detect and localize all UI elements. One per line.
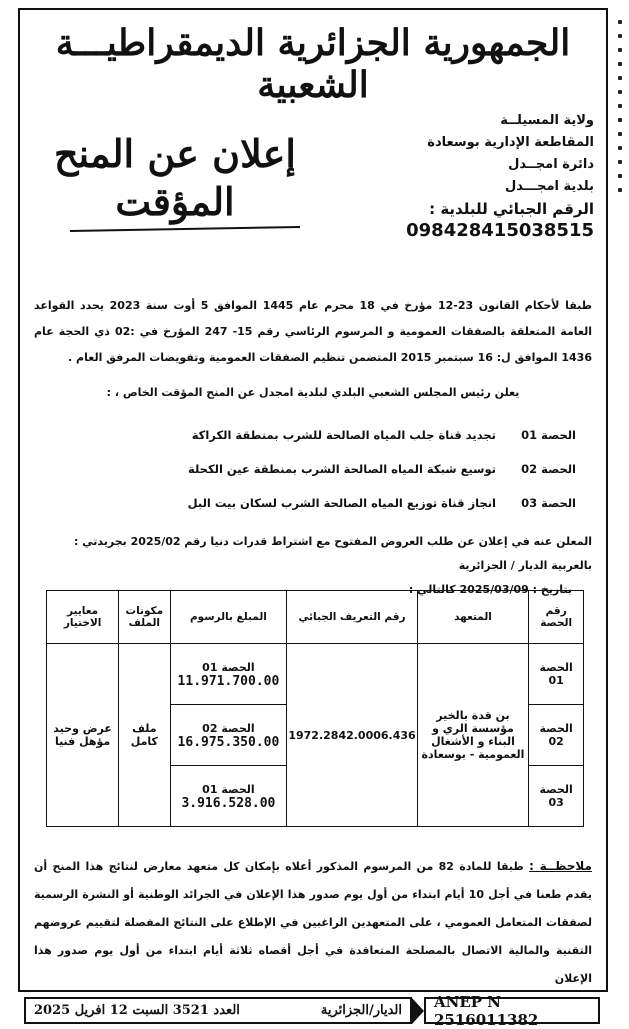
amount-lot: الحصة 01: [202, 783, 255, 796]
adjacent-column-fragment: [614, 10, 629, 250]
amount-cell: [170, 644, 287, 705]
lot-text: انجاز قناة توزيع المياه الصالحة الشرب لسكان بيت البل: [187, 496, 496, 510]
lot-text: تجديد قناة جلب المياه الصالحة للشرب بمنطقة الكراكة: [191, 428, 496, 442]
amount-cell: [170, 766, 287, 827]
list-item: [50, 418, 576, 452]
issue-info: العدد 3521 السبت 12 افريل 2025: [34, 1003, 240, 1018]
lot-cell: الحصة 01: [529, 644, 584, 705]
col-amount: المبلغ بالرسوم: [170, 591, 287, 644]
announce-line: يعلن رئيس المجلس الشعبي البلدي لبلدية امجدل عن المنح المؤقت الخاص ، :: [106, 386, 520, 399]
tax-id-cell: 1972.2842.0006.436: [287, 644, 417, 827]
amount-cell: [170, 705, 287, 766]
list-item: [50, 452, 576, 486]
announcement-heading: [40, 130, 310, 230]
tax-label: الرقم الجبائي للبلدية :: [429, 200, 594, 218]
issuer-header: [294, 110, 594, 242]
district-line: المقاطعة الإدارية بوسعادة: [427, 135, 594, 150]
col-tax-id: رقم التعريف الجبائي: [287, 591, 417, 644]
award-table: [46, 590, 584, 827]
announcement-frame: [18, 8, 608, 992]
legal-preamble: طبقا لأحكام القانون 23-12 مؤرخ في 18 محرم عام 1445 الموافق 5 أوت سنة 2023 يحدد القواعد العامة المتعلقة بالصفقات العمومية و المرسوم الرئاسي رقم 15- 247 المؤرخ في :02 ذي الحجة عام 1436 الموافق ل: 16 سبتمبر 2015 المتضمن تنظيم الصفقات العمومية وتفويضات المرفق العام .: [34, 299, 592, 364]
anep-number: ANEP N 2516011382: [434, 992, 539, 1029]
list-item: [50, 486, 576, 520]
republic-title: الجمهورية الجزائرية الديمقراطيـــة الشعبية: [55, 22, 571, 106]
lot-cell: الحصة 03: [529, 766, 584, 827]
wilaya-line: ولاية المسيلــة: [500, 113, 594, 128]
note-text: طبقا للمادة 82 من المرسوم المذكور أعلاه بإمكان كل متعهد معارض لنتائج هذا المنح أن يقدم طعنا في أجل 10 أيام ابتداء من أول يوم صدور هذا الإعلان في الجرائد الوطنية أو النشرة الرسمية لصفقات المتعامل العمومي ، على المتعهدين الراغبين في الإطلاع على النتائج المفصلة لتقييم عروضهم التقنية والمالية الاتصال بالمصلحة المتعاقدة في أجل أقصاه ثلاثة أيام ابتداء من أول يوم صدور هذا الإعلان: [34, 860, 592, 985]
col-lot: رقم الحصة: [529, 591, 584, 644]
call-line-1: المعلن عنه في إعلان عن طلب العروض المفتوح مع اشتراط قدرات دنيا رقم 2025/02 بجريدتي : بالعربية الديار / الجزائرية: [73, 535, 592, 572]
newspaper-name: الديار/الجزائرية: [320, 1003, 402, 1018]
col-file: مكونات الملف: [119, 591, 170, 644]
table-header-row: [47, 591, 584, 644]
bidder-cell: بن قدة بالخير مؤسسة الري و البناء و الأشغال العمومية - بوسعادة: [417, 644, 529, 827]
criteria-cell: عرض وحيد مؤهل فنيا: [47, 644, 119, 827]
footer-bar: [24, 992, 600, 1029]
amount-lot: الحصة 02: [202, 722, 255, 735]
amount-value: 3.916.528.00: [181, 796, 276, 811]
lot-cell: الحصة 02: [529, 705, 584, 766]
lot-key: الحصة 02: [521, 462, 576, 476]
table-row: [47, 644, 584, 705]
announcement-title: إعلان عن المنح المؤقت: [54, 131, 296, 224]
note-label: ملاحظــة :: [529, 859, 592, 873]
lot-key: الحصة 01: [521, 428, 576, 442]
lot-text: توسيع شبكة المياه الصالحة الشرب بمنطقة عين الكحلة: [188, 462, 496, 476]
arrow-icon: [412, 998, 424, 1024]
file-cell: ملف كامل: [119, 644, 170, 827]
lot-key: الحصة 03: [521, 496, 576, 510]
commune-line: بلدية امجـــدل: [505, 179, 594, 194]
amount-value: 11.971.700.00: [177, 674, 280, 689]
daira-line: دائرة امجــدل: [508, 157, 594, 172]
amount-lot: الحصة 01: [202, 661, 255, 674]
anep-box: [424, 992, 600, 1029]
tax-number-line: [294, 198, 594, 242]
publication-box: [24, 997, 412, 1024]
title-underline: [70, 226, 300, 232]
note-paragraph: [34, 852, 592, 993]
amount-value: 16.975.350.00: [177, 735, 280, 750]
lots-list: [50, 418, 576, 520]
tax-number: 098428415038515: [406, 220, 594, 241]
call-line-2: بتاريخ : 2025/03/09 كالتالي :: [408, 583, 572, 596]
col-criteria: معايير الاختيار: [47, 591, 119, 644]
col-bidder: المتعهد: [417, 591, 529, 644]
